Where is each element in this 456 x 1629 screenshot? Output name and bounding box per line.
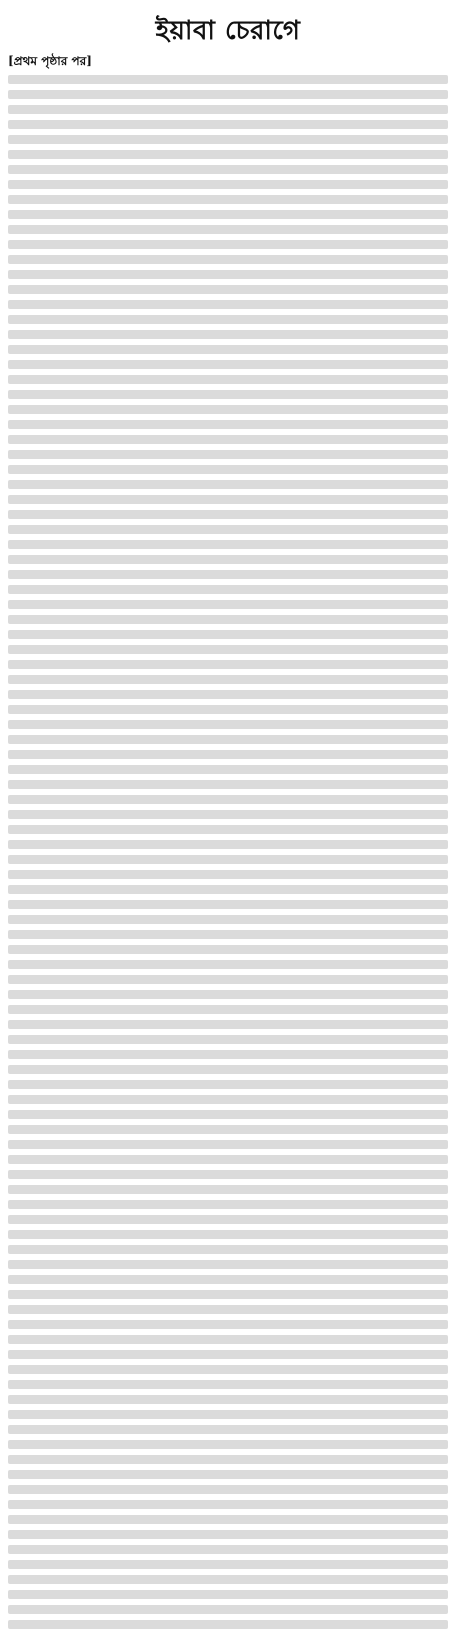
headline: ইয়াবা চেরাগে — [155, 16, 301, 46]
cut-off-top-line — [8, 2, 448, 12]
lead-in: [প্রথম পৃষ্ঠার পর] — [8, 54, 92, 68]
article-body — [8, 54, 448, 1444]
body-text-lines — [8, 75, 448, 1629]
